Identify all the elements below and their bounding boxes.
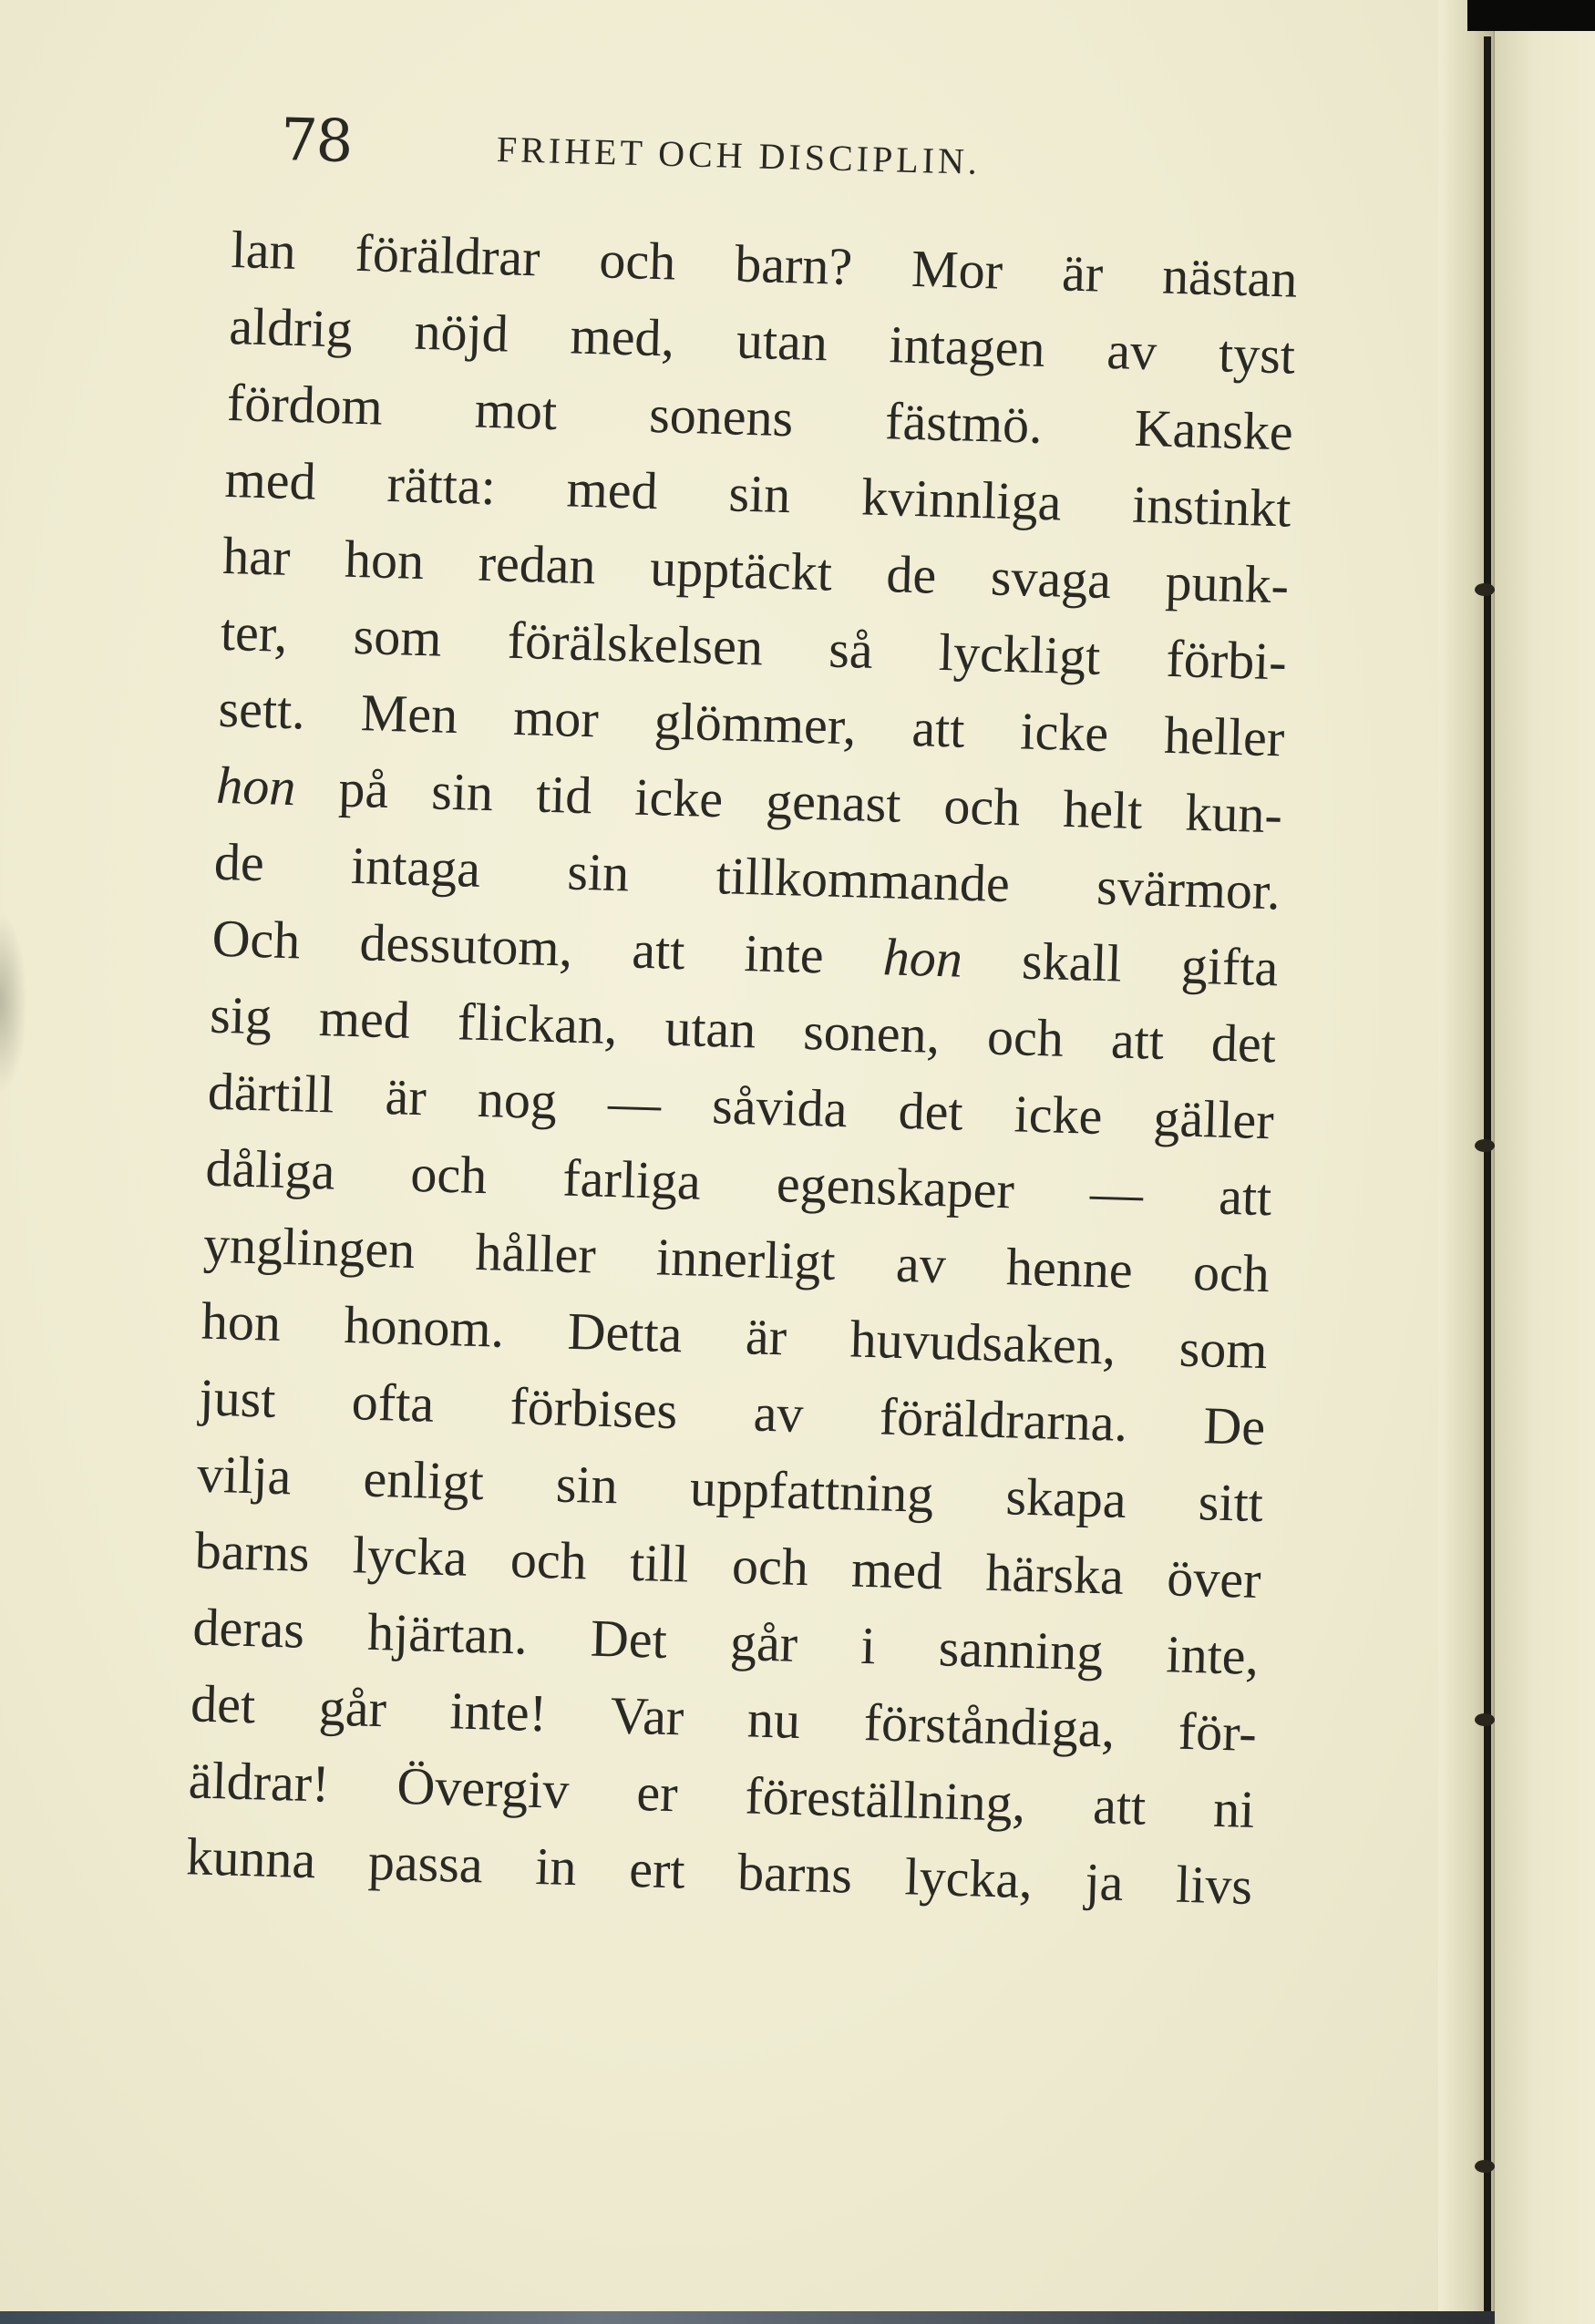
- word: hon: [201, 1291, 282, 1352]
- word: föräldrarna.: [879, 1386, 1128, 1453]
- word: Men: [360, 683, 459, 746]
- word: honom.: [343, 1294, 506, 1359]
- word: Och: [211, 908, 302, 971]
- word: går: [318, 1677, 387, 1739]
- word: De: [1202, 1395, 1267, 1457]
- page-shadow: [0, 911, 27, 1094]
- word: med: [850, 1538, 944, 1601]
- word: ter,: [220, 602, 289, 663]
- word: på: [337, 758, 390, 820]
- word: över: [1166, 1548, 1262, 1610]
- word: och: [1192, 1241, 1271, 1304]
- word: härska: [984, 1542, 1125, 1606]
- word: det: [1210, 1013, 1277, 1075]
- word: skapa: [1004, 1466, 1127, 1529]
- word: hon: [344, 529, 426, 591]
- word: instinkt: [1131, 474, 1292, 539]
- word: att: [911, 698, 966, 759]
- word: Var: [609, 1685, 685, 1747]
- word: lycka: [352, 1525, 468, 1588]
- word: de: [885, 544, 938, 605]
- word: sett.: [217, 678, 306, 741]
- word: att: [1218, 1166, 1273, 1228]
- word: svärmor.: [1096, 856, 1281, 921]
- book-spine: [1484, 36, 1491, 2324]
- word: och: [409, 1143, 489, 1206]
- word: hon: [882, 927, 963, 989]
- word: ja: [1084, 1851, 1125, 1912]
- bottom-edge: [0, 2311, 1495, 2324]
- background-corner: [1467, 0, 1595, 31]
- word: nog: [477, 1068, 558, 1131]
- word: föräldrar: [354, 222, 541, 288]
- word: ynglingen: [202, 1214, 417, 1280]
- word: kun-: [1184, 782, 1283, 845]
- word: de: [213, 831, 265, 893]
- word: och: [598, 230, 677, 292]
- word: upptäckt: [649, 537, 833, 602]
- page-header: [273, 108, 1185, 190]
- word: hjärtan.: [366, 1601, 529, 1666]
- word: enligt: [362, 1448, 485, 1512]
- word: av: [895, 1233, 947, 1295]
- word: mor: [512, 686, 600, 749]
- word: inte!: [448, 1681, 548, 1743]
- binding-stitch: [1475, 2160, 1495, 2173]
- word: tyst: [1218, 324, 1296, 386]
- word: intagen: [888, 314, 1046, 378]
- word: genast: [765, 770, 902, 834]
- word: in: [534, 1836, 578, 1897]
- running-head: FRIHET OCH DISCIPLIN.: [496, 129, 982, 182]
- word: Detta: [566, 1301, 684, 1364]
- word: att: [1110, 1010, 1165, 1071]
- word: är: [745, 1306, 788, 1367]
- word: gifta: [1180, 935, 1280, 998]
- word: vilja: [196, 1444, 293, 1506]
- word: till: [629, 1532, 690, 1594]
- word: henne: [1005, 1237, 1134, 1301]
- word: skall: [1021, 931, 1123, 993]
- word: att: [1092, 1775, 1147, 1836]
- word: inte,: [1165, 1624, 1260, 1687]
- word: för-: [1178, 1701, 1258, 1764]
- word: föreställning,: [744, 1765, 1027, 1833]
- word: uppfattning: [689, 1457, 935, 1525]
- word: ert: [628, 1838, 686, 1900]
- word: håller: [474, 1221, 597, 1285]
- word: som: [352, 605, 443, 668]
- word: ofta: [351, 1372, 436, 1434]
- page-number: 78: [280, 106, 353, 177]
- facing-page-edge: [1495, 27, 1595, 2324]
- word: är: [1061, 242, 1105, 303]
- word: dessutom,: [358, 912, 574, 978]
- word: nu: [746, 1689, 801, 1751]
- word: sin: [430, 761, 494, 823]
- word: med: [565, 458, 659, 521]
- word: just: [198, 1367, 277, 1429]
- word: icke: [1013, 1084, 1104, 1147]
- word: redan: [477, 532, 597, 596]
- word: sin: [566, 841, 631, 903]
- word: livs: [1175, 1854, 1253, 1916]
- word: heller: [1163, 704, 1286, 768]
- word: icke: [1019, 701, 1110, 764]
- word: det: [897, 1080, 964, 1142]
- word: med,: [569, 305, 675, 368]
- body-text: [185, 211, 1298, 1925]
- word: gäller: [1152, 1087, 1275, 1151]
- word: av: [752, 1383, 805, 1444]
- word: farliga: [561, 1147, 702, 1211]
- word: Kanske: [1133, 397, 1294, 462]
- word: intaga: [350, 835, 481, 899]
- word: sonens: [648, 384, 795, 448]
- book-gutter: [1438, 0, 1502, 2324]
- word: hon: [215, 755, 297, 818]
- word: med: [318, 988, 411, 1050]
- word: inte: [743, 923, 825, 985]
- word: det: [190, 1673, 257, 1735]
- word: huvudsaken,: [849, 1309, 1117, 1376]
- word: förbi-: [1165, 628, 1288, 692]
- word: av: [1106, 320, 1158, 382]
- word: därtill: [207, 1061, 335, 1125]
- word: er: [635, 1763, 679, 1824]
- word: är: [384, 1066, 427, 1127]
- word: och: [731, 1535, 809, 1598]
- word: har: [221, 525, 292, 587]
- word: punk-: [1164, 551, 1290, 615]
- word: sitt: [1198, 1472, 1264, 1534]
- word: som: [1178, 1318, 1269, 1381]
- word: äldrar!: [188, 1750, 331, 1814]
- word: kunna: [185, 1826, 317, 1890]
- word: och: [942, 776, 1022, 838]
- word: sanning: [938, 1618, 1105, 1682]
- binding-stitch: [1475, 1713, 1495, 1726]
- word: —: [607, 1072, 663, 1134]
- word: fästmö.: [884, 391, 1044, 455]
- word: helt: [1062, 778, 1144, 841]
- word: förälskelsen: [506, 610, 764, 677]
- binding-stitch: [1475, 583, 1495, 596]
- word: barns: [736, 1842, 853, 1905]
- word: —: [1089, 1162, 1144, 1224]
- word: nästan: [1161, 245, 1299, 309]
- word: lycka,: [903, 1846, 1034, 1910]
- word: sig: [209, 984, 273, 1046]
- binding-stitch: [1475, 1139, 1495, 1152]
- word: lan: [230, 219, 297, 281]
- word: sin: [727, 463, 792, 525]
- word: mot: [474, 379, 559, 442]
- word: nöjd: [413, 301, 509, 364]
- word: att: [631, 920, 686, 982]
- word: i: [859, 1615, 877, 1676]
- word: ni: [1212, 1778, 1256, 1839]
- word: Det: [590, 1608, 668, 1670]
- word: och: [986, 1006, 1065, 1068]
- word: barn?: [734, 233, 854, 297]
- word: och: [509, 1529, 588, 1591]
- word: rätta:: [386, 453, 497, 517]
- word: såvida: [711, 1075, 849, 1139]
- word: utan: [664, 997, 757, 1060]
- word: sonen,: [802, 1001, 942, 1065]
- word: tillkommande: [715, 846, 1011, 914]
- word: lyckligt: [938, 622, 1102, 686]
- word: Övergiv: [396, 1755, 571, 1820]
- word: passa: [367, 1831, 484, 1895]
- word: fördom: [226, 372, 384, 437]
- word: utan: [736, 310, 828, 373]
- word: egenskaper: [776, 1154, 1015, 1220]
- word: dåliga: [204, 1137, 336, 1201]
- word: förbises: [509, 1376, 679, 1441]
- word: med: [223, 448, 317, 511]
- word: går: [729, 1611, 799, 1673]
- word: så: [828, 619, 874, 680]
- word: tid: [535, 764, 593, 826]
- word: kvinnliga: [860, 467, 1063, 532]
- word: barns: [194, 1520, 311, 1583]
- word: glömmer,: [653, 691, 858, 756]
- word: svaga: [990, 547, 1112, 611]
- word: innerligt: [655, 1227, 837, 1291]
- word: deras: [191, 1597, 305, 1660]
- word: flickan,: [457, 992, 619, 1056]
- word: aldrig: [228, 295, 354, 359]
- word: Mor: [911, 238, 1003, 301]
- word: förståndiga,: [862, 1692, 1116, 1759]
- word: icke: [633, 766, 725, 829]
- word: sin: [555, 1454, 619, 1516]
